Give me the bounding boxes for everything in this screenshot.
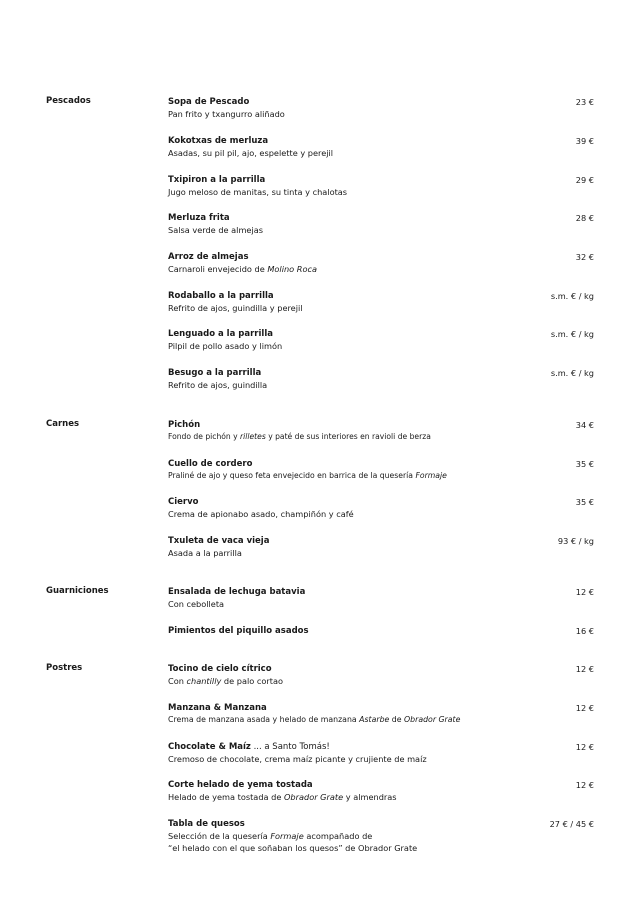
- dish-description: Asada a la parrilla: [168, 548, 242, 558]
- dish-name: Tocino de cielo cítrico: [168, 664, 272, 674]
- dish-name: Rodaballo a la parrilla: [168, 291, 274, 301]
- menu-item: [168, 702, 594, 726]
- dish-description: [168, 431, 594, 443]
- dish-name: Kokotxas de merluza: [168, 136, 269, 146]
- dish-price: s.m. € / kg: [550, 291, 594, 301]
- dish-price: 12 €: [575, 742, 594, 752]
- dish-description: [168, 470, 594, 482]
- dish-price: 27 € / 45 €: [549, 819, 594, 829]
- dish-description: Refrito de ajos, guindilla: [168, 380, 268, 390]
- dish-description: [168, 263, 594, 275]
- desc-italic: chantilly: [186, 676, 222, 686]
- dish-name: Corte helado de yema tostada: [168, 780, 313, 790]
- dish-name: Txipiron a la parrilla: [168, 175, 266, 185]
- dish-price: 28 €: [575, 213, 594, 223]
- dish-price: 93 € / kg: [557, 536, 594, 546]
- dish-price: s.m. € / kg: [550, 368, 594, 378]
- menu-item: [168, 328, 594, 352]
- menu-item: [168, 419, 594, 443]
- desc-italic: Molino Roca: [267, 264, 318, 274]
- desc-text: Con: [168, 676, 187, 686]
- dish-description-line2: “el helado con el que soñaban los quesos” de Obrador Grate: [168, 843, 418, 853]
- dish-name: Merluza frita: [168, 213, 230, 223]
- desc-text: y almendras: [343, 792, 397, 802]
- dish-name: Lenguado a la parrilla: [168, 329, 273, 339]
- menu-item: [168, 496, 594, 520]
- desc-italic: Formaje: [270, 831, 304, 841]
- dish-name: Pimientos del piquillo asados: [168, 626, 309, 636]
- desc-text: Selección de la quesería: [168, 831, 271, 841]
- dish-description: Asadas, su pil pil, ajo, espelette y perejil: [168, 148, 334, 158]
- menu-item: [168, 174, 594, 198]
- dish-price: 35 €: [575, 459, 594, 469]
- dish-price: 12 €: [575, 587, 594, 597]
- dish-name: Sopa de Pescado: [168, 97, 250, 107]
- dish-name: Cuello de cordero: [168, 459, 253, 469]
- section-title: Pescados: [46, 96, 91, 106]
- dish-description: [168, 830, 594, 842]
- dish-price: 16 €: [575, 626, 594, 636]
- menu-item: [168, 625, 594, 637]
- desc-text: Helado de yema tostada de: [168, 792, 284, 802]
- section-title: Carnes: [46, 419, 80, 429]
- menu-item: [168, 818, 594, 854]
- desc-text: de palo cortao: [221, 676, 283, 686]
- desc-text: Carnaroli envejecido de: [168, 264, 268, 274]
- menu-item: [168, 290, 594, 314]
- desc-italic: Formaje: [415, 471, 447, 480]
- dish-name-bold: Chocolate & Maíz: [168, 742, 251, 752]
- dish-description: Refrito de ajos, guindilla y perejil: [168, 303, 303, 313]
- dish-name: Arroz de almejas: [168, 252, 249, 262]
- dish-description: Crema de apionabo asado, champiñón y café: [168, 509, 354, 519]
- desc-italic: rilletes: [240, 432, 266, 441]
- desc-text: Crema de manzana asada y helado de manzana: [168, 715, 360, 724]
- dish-price: 39 €: [575, 136, 594, 146]
- desc-italic: Obrador Grate: [404, 715, 461, 724]
- dish-description: Salsa verde de almejas: [168, 225, 264, 235]
- dish-description: Con cebolleta: [168, 599, 225, 609]
- dish-price: s.m. € / kg: [550, 329, 594, 339]
- section-title: Guarniciones: [46, 586, 109, 596]
- dish-price: 23 €: [575, 97, 594, 107]
- dish-name: Pichón: [168, 420, 201, 430]
- dish-description: [168, 714, 594, 726]
- menu-item: [168, 135, 594, 159]
- desc-italic: Obrador Grate: [283, 792, 344, 802]
- dish-name: Ciervo: [168, 497, 199, 507]
- menu-item: [168, 535, 594, 559]
- dish-price: 12 €: [575, 780, 594, 790]
- dish-name: Besugo a la parrilla: [168, 368, 262, 378]
- menu-item: [168, 663, 594, 687]
- dish-name-extra: ... a Santo Tomás!: [250, 742, 330, 752]
- menu-item: [168, 458, 594, 482]
- dish-name: Ensalada de lechuga batavia: [168, 587, 306, 597]
- dish-description: Pilpil de pollo asado y limón: [168, 341, 283, 351]
- desc-text: y paté de sus interiores en ravioli de berza: [265, 432, 431, 441]
- dish-description: Jugo meloso de manitas, su tinta y chalotas: [168, 187, 348, 197]
- dish-description: Cremoso de chocolate, crema maíz picante y crujiente de maíz: [168, 754, 427, 764]
- dish-name: Tabla de quesos: [168, 819, 245, 829]
- desc-text: Fondo de pichón y: [168, 432, 241, 441]
- dish-price: 29 €: [575, 175, 594, 185]
- section-title: Postres: [46, 663, 83, 673]
- menu-item: [168, 779, 594, 803]
- menu-item: [168, 367, 594, 391]
- menu-item: [168, 251, 594, 275]
- desc-text: acompañado de: [303, 831, 373, 841]
- desc-text: de: [389, 715, 405, 724]
- dish-name: Txuleta de vaca vieja: [168, 536, 270, 546]
- menu-item: [168, 212, 594, 236]
- menu-item: [168, 96, 594, 120]
- dish-name: [168, 741, 594, 753]
- dish-price: 34 €: [575, 420, 594, 430]
- dish-description: Pan frito y txangurro aliñado: [168, 109, 285, 119]
- dish-price: 12 €: [575, 703, 594, 713]
- dish-price: 12 €: [575, 664, 594, 674]
- dish-description: [168, 675, 594, 687]
- menu-item: [168, 586, 594, 610]
- menu-item: [168, 741, 594, 765]
- desc-text: Praliné de ajo y queso feta envejecido en barrica de la quesería: [168, 471, 416, 480]
- desc-italic: Astarbe: [359, 715, 390, 724]
- dish-price: 35 €: [575, 497, 594, 507]
- dish-name: Manzana & Manzana: [168, 703, 267, 713]
- dish-price: 32 €: [575, 252, 594, 262]
- dish-description: [168, 791, 594, 803]
